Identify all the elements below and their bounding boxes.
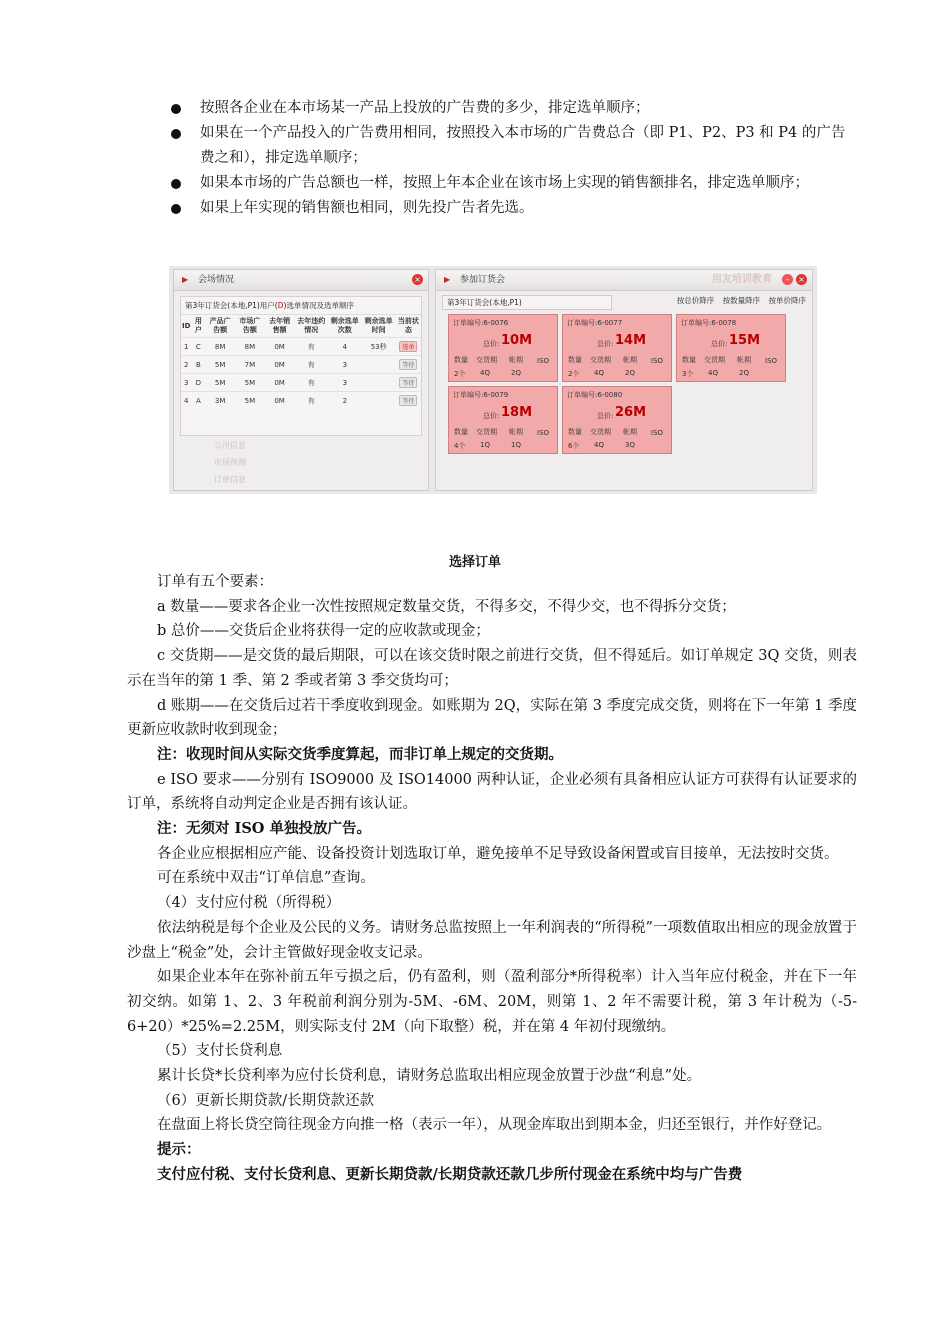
order-total-price: 10M [501, 333, 533, 348]
order-selection-screenshot [169, 266, 817, 494]
iso-label: ISO [537, 357, 550, 365]
order-account-period: 1Q [511, 441, 521, 449]
table-header-cell: 剩余选单时间 [364, 317, 393, 334]
table-cell: 7M [235, 356, 265, 374]
table-cell: 8M [235, 338, 265, 356]
table-row [181, 392, 421, 410]
rule-bullet-list [168, 96, 858, 221]
paragraph: 累计长贷*长贷利率为应付长贷利息，请财务总监取出相应现金放置于沙盘“利息”处。 [157, 1068, 702, 1085]
order-total-price: 18M [501, 405, 533, 420]
iso-label: ISO [651, 357, 664, 365]
account-period-label: 帐期 [509, 428, 523, 436]
order-delivery: 4Q [594, 369, 604, 377]
price-label: 总价: [711, 340, 728, 348]
order-account-period: 2Q [511, 369, 521, 377]
order-total-price: 14M [615, 333, 647, 348]
account-period-label: 帐期 [623, 356, 637, 364]
table-header-cell: 市场广告额 [239, 317, 261, 334]
table-cell: 有 [294, 374, 328, 392]
table-header-cell: 去年违约情况 [297, 317, 326, 334]
order-account-period: 2Q [625, 369, 635, 377]
table-cell: 5M [205, 374, 235, 392]
table-cell [362, 392, 396, 410]
delivery-label: 交货期 [590, 356, 611, 364]
table-row [181, 338, 421, 356]
paragraph: （4）支付应付税（所得税） [157, 895, 341, 912]
order-card[interactable] [562, 386, 672, 454]
bullet-dot-icon [171, 104, 181, 114]
order-id: 订单编号:6-0080 [567, 391, 623, 399]
price-label: 总价: [483, 412, 500, 420]
figure-caption: 选择订单 [448, 555, 501, 570]
iso-label: ISO [651, 429, 664, 437]
order-total-price: 15M [729, 333, 761, 348]
bullet-item: 按照各企业在本市场某一产品上投放的广告费的多少，排定选单顺序； [168, 96, 858, 121]
paragraph: d 账期——在交货后过若干季度收到现金。如账期为 2Q，实际在第 3 季度完成交货，则将在下一年第 1 季度更新应收款时收到现金； [127, 697, 857, 739]
delivery-label: 交货期 [476, 356, 497, 364]
table-header-cell: 用户 [194, 317, 202, 334]
status-button[interactable]: 等待 [399, 377, 417, 388]
table-cell: 有 [294, 392, 328, 410]
table-cell: 8M [205, 338, 235, 356]
paragraph: 依法纳税是每个企业及公民的义务。请财务总监按照上一年利润表的“所得税”一项数值取出相应的现金放置于沙盘上“税金”处，会计主管做好现金收支记录。 [127, 919, 857, 961]
paragraph: （6）更新长期贷款/长期贷款还款 [157, 1092, 375, 1109]
join-order-meeting-panel [435, 269, 813, 491]
note-paragraph: 注：收现时间从实际交货季度算起，而非订单上规定的交货期。 [157, 745, 563, 763]
account-period-label: 帐期 [737, 356, 751, 364]
paragraph: a 数量——要求各企业一次性按照规定数量交货，不得多交，不得少交，也不得拆分交货； [157, 598, 736, 615]
arrow-right-icon: ▶ [182, 275, 189, 284]
paragraph: e ISO 要求——分别有 ISO9000 及 ISO14000 两种认证，企业必须有具备相应认证方可获得有认证要求的订单，系统将自动判定企业是否拥有该认证。 [127, 771, 857, 813]
delivery-label: 交货期 [476, 428, 497, 436]
table-cell: 2 [328, 392, 362, 410]
table-cell: 4 [181, 392, 191, 410]
table-cell [362, 356, 396, 374]
table-cell: 0M [265, 374, 295, 392]
note-paragraph: 支付应付税、支付长贷利息、更新长期贷款/长期贷款还款几步所付现金在系统中均与广告费 [157, 1165, 743, 1183]
order-qty: 2个 [454, 370, 466, 378]
order-qty: 4个 [454, 442, 466, 450]
table-cell: 有 [294, 338, 328, 356]
minimize-icon[interactable]: – [782, 274, 793, 285]
panel-title: 参加订货会 [460, 275, 506, 285]
table-cell: 5M [205, 356, 235, 374]
table-cell: 4 [328, 338, 362, 356]
order-qty: 3个 [682, 370, 694, 378]
bullet-item: 如果本市场的广告总额也一样，按照上年本企业在该市场上实现的销售额排名，排定选单顺序； [168, 171, 858, 196]
note-paragraph: 提示： [157, 1141, 201, 1159]
status-button[interactable]: 等待 [399, 395, 417, 406]
table-caption: 第3年订货会(本地,P1)用户(D)选单情况及选单顺序 [181, 297, 421, 315]
meeting-subtitle: 第3年订货会(本地,P1) [442, 295, 612, 310]
table-row [181, 356, 421, 374]
note-paragraph: 注：无须对 ISO 单独投放广告。 [157, 820, 371, 838]
order-id: 订单编号:6-0077 [567, 319, 623, 327]
delivery-label: 交货期 [590, 428, 611, 436]
table-cell: 3 [328, 356, 362, 374]
order-card[interactable] [562, 314, 672, 382]
table-cell: 0M [265, 356, 295, 374]
table-cell: 53秒 [362, 338, 396, 356]
order-card[interactable] [448, 386, 558, 454]
status-button[interactable]: 选单 [399, 341, 417, 352]
paragraph: （5）支付长贷利息 [157, 1043, 283, 1060]
table-cell: 有 [294, 356, 328, 374]
table-header-cell: 剩余选单次数 [330, 317, 359, 334]
order-id: 订单编号:6-0076 [453, 319, 509, 327]
table-cell: 3M [205, 392, 235, 410]
order-delivery: 1Q [480, 441, 490, 449]
paragraph: 如果企业本年在弥补前五年亏损之后，仍有盈利，则（盈利部分*所得税率）计入当年应付税金，并在下一年初交纳。如第 1、2、3 年税前利润分别为-5M、-6M、20M，则第 1、2 年不需要计税，第 3 年计税为（-5-6+20）*25%=2.25M，则实际支付 2M（向下取整）税，并在第 4 年初付现缴纳。 [127, 969, 857, 1035]
delivery-label: 交货期 [704, 356, 725, 364]
selection-order-table [180, 296, 422, 436]
table-cell: C [191, 338, 205, 356]
sort-by-unit-price-button[interactable]: 按单价降序 [768, 296, 806, 305]
table-cell: 0M [265, 338, 295, 356]
table-cell: 5M [235, 392, 265, 410]
bullet-item: 如果在一个产品投入的广告费用相同，按照投入本市场的广告费总合（即 P1、P2、P3 和 P4 的广告费之和），排定选单顺序； [168, 121, 858, 171]
arrow-right-icon: ▶ [444, 275, 451, 284]
ghost-menu-item: 公司信息 [214, 441, 246, 450]
bullet-dot-icon [171, 204, 181, 214]
paragraph: 订单有五个要素： [157, 574, 273, 590]
table-cell: 1 [181, 338, 191, 356]
paragraph: b 总价——交货后企业将获得一定的应收款或现金； [157, 623, 490, 640]
table-cell: 5M [235, 374, 265, 392]
account-period-label: 帐期 [623, 428, 637, 436]
table-row [181, 374, 421, 392]
sort-by-qty-button[interactable]: 按数量降序 [722, 296, 761, 305]
qty-label: 数量 [568, 428, 582, 436]
order-delivery: 4Q [480, 369, 490, 377]
qty-label: 数量 [682, 356, 696, 364]
qty-label: 数量 [454, 428, 468, 436]
price-label: 总价: [597, 412, 614, 420]
qty-label: 数量 [454, 356, 468, 364]
watermark-logo: 用友培训教育 [712, 274, 772, 285]
iso-label: ISO [537, 429, 550, 437]
close-icon[interactable]: × [796, 274, 807, 285]
table-cell: B [191, 356, 205, 374]
table-cell: A [191, 392, 205, 410]
paragraph: 可在系统中双击“订单信息”查询。 [157, 870, 375, 887]
order-delivery: 4Q [594, 441, 604, 449]
paragraph: 在盘面上将长贷空筒往现金方向推一格（表示一年），从现金库取出到期本金，归还至银行，并作好登记。 [157, 1117, 832, 1134]
venue-status-panel [173, 269, 429, 491]
order-delivery: 4Q [708, 369, 718, 377]
account-period-label: 帐期 [509, 356, 523, 364]
panel-title: 会场情况 [198, 275, 235, 285]
order-card[interactable] [676, 314, 786, 382]
order-account-period: 3Q [625, 441, 635, 449]
order-account-period: 2Q [739, 369, 749, 377]
sort-by-total-button[interactable]: 按总价降序 [676, 296, 715, 305]
paragraph: c 交货期——是交货的最后期限，可以在该交货时限之前进行交货，但不得延后。如订单规定 3Q 交货，则表示在当年的第 1 季、第 2 季或者第 3 季交货均可； [127, 648, 857, 689]
order-total-price: 26M [615, 405, 647, 420]
bullet-dot-icon [171, 129, 181, 139]
table-header-cell: ID [182, 321, 191, 330]
status-button[interactable]: 等待 [399, 359, 417, 370]
body-text [127, 570, 857, 1188]
table-cell: 3 [328, 374, 362, 392]
table-cell: 2 [181, 356, 191, 374]
close-icon[interactable]: × [412, 274, 423, 285]
order-id: 订单编号:6-0079 [453, 391, 509, 399]
ghost-menu-item: 市场预测 [214, 458, 246, 467]
table-cell: 0M [265, 392, 295, 410]
table-header-cell: 去年销售额 [269, 317, 291, 334]
paragraph: 各企业应根据相应产能、设备投资计划选取订单，避免接单不足导致设备闲置或盲目接单，无法按时交货。 [157, 845, 839, 862]
order-card[interactable] [448, 314, 558, 382]
qty-label: 数量 [568, 356, 582, 364]
table-cell [362, 374, 396, 392]
order-id: 订单编号:6-0078 [681, 319, 737, 327]
ghost-menu-item: 订单信息 [214, 475, 246, 484]
price-label: 总价: [483, 340, 500, 348]
table-cell: D [191, 374, 205, 392]
price-label: 总价: [597, 340, 614, 348]
order-qty: 2个 [568, 370, 580, 378]
iso-label: ISO [765, 357, 778, 365]
table-cell: 3 [181, 374, 191, 392]
table-header-cell: 产品广告额 [209, 317, 231, 334]
order-qty: 6个 [568, 442, 580, 450]
bullet-dot-icon [171, 179, 181, 189]
bullet-item: 如果上年实现的销售额也相同，则先投广告者先选。 [168, 196, 858, 221]
table-header-cell: 当前状态 [397, 317, 419, 334]
